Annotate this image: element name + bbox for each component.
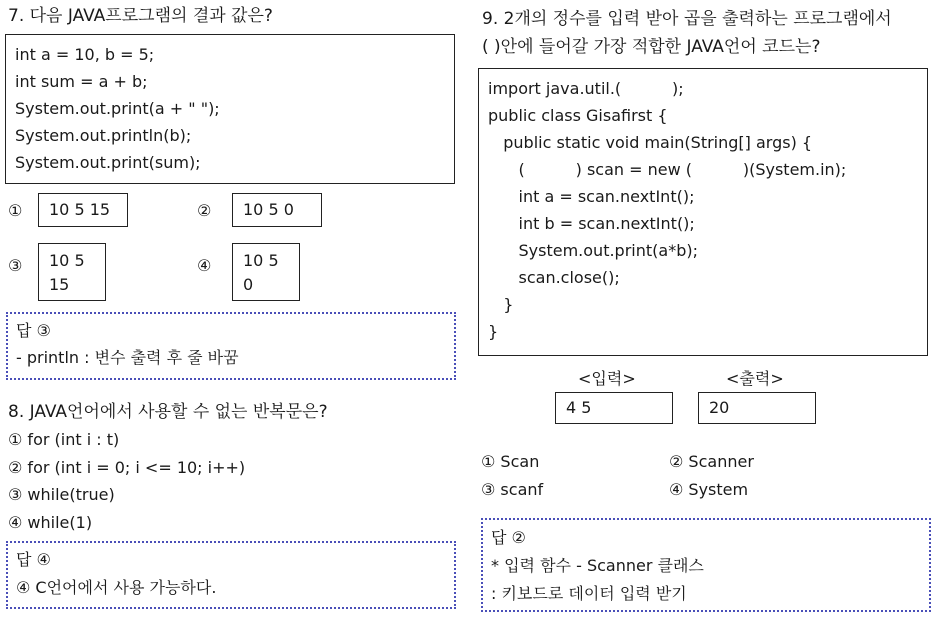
q7-code-box bbox=[5, 34, 455, 184]
q9-input-value: 4 5 bbox=[566, 398, 592, 417]
q9-option-2: ② Scanner bbox=[669, 452, 754, 471]
q9-code-line: public class Gisafirst { bbox=[488, 106, 668, 125]
q7-code-line: System.out.println(b); bbox=[15, 126, 192, 145]
q9-code-line: System.out.print(a*b); bbox=[488, 241, 698, 260]
q8-answer-box bbox=[6, 541, 456, 609]
q7-title: 7. 다음 JAVA프로그램의 결과 값은? bbox=[8, 6, 273, 26]
q9-code-line: int b = scan.nextInt(); bbox=[488, 214, 695, 233]
q8-title: 8. JAVA언어에서 사용할 수 없는 반복문은? bbox=[8, 402, 328, 422]
q9-output-box bbox=[698, 392, 816, 424]
q9-output-label: <출력> bbox=[726, 369, 784, 388]
q7-code-line: int sum = a + b; bbox=[15, 72, 148, 91]
q9-answer-explanation-1: * 입력 함수 - Scanner 클래스 bbox=[491, 556, 704, 575]
q7-option-3-line1: 10 5 bbox=[49, 251, 85, 270]
q7-option-2-marker: ② bbox=[197, 201, 212, 220]
q9-title-line2: ( )안에 들어갈 가장 적합한 JAVA언어 코드는? bbox=[482, 37, 821, 57]
q9-option-4: ④ System bbox=[669, 480, 749, 499]
q8-option-4: ④ while(1) bbox=[8, 513, 93, 532]
q9-output-value: 20 bbox=[709, 398, 730, 417]
q7-answer-label: 답 ③ bbox=[16, 321, 51, 340]
q9-code-line: scan.close(); bbox=[488, 268, 620, 287]
q9-option-3: ③ scanf bbox=[481, 480, 544, 499]
q9-input-box bbox=[555, 392, 673, 424]
q9-code-line: } bbox=[488, 322, 499, 341]
q7-option-2 bbox=[232, 193, 322, 227]
q7-option-4-marker: ④ bbox=[197, 256, 212, 275]
q7-answer-explanation: - println : 변수 출력 후 줄 바꿈 bbox=[16, 348, 239, 367]
q7-option-2-text: 10 5 0 bbox=[243, 200, 294, 219]
q7-option-1-marker: ① bbox=[8, 201, 23, 220]
q7-code-line: int a = 10, b = 5; bbox=[15, 45, 155, 64]
q7-option-4-line2: 0 bbox=[243, 275, 254, 294]
q7-option-3-line2: 15 bbox=[49, 275, 70, 294]
q9-input-label: <입력> bbox=[578, 369, 636, 388]
q7-option-4 bbox=[232, 243, 300, 301]
q7-answer-box bbox=[6, 312, 456, 380]
q7-code-line: System.out.print(a + " "); bbox=[15, 99, 220, 118]
q7-option-1-text: 10 5 15 bbox=[49, 200, 111, 219]
q9-code-box bbox=[478, 68, 928, 356]
q7-option-4-line1: 10 5 bbox=[243, 251, 279, 270]
q7-code-line: System.out.print(sum); bbox=[15, 153, 201, 172]
q8-option-3: ③ while(true) bbox=[8, 485, 115, 504]
q9-option-1: ① Scan bbox=[481, 452, 540, 471]
q8-option-1: ① for (int i : t) bbox=[8, 430, 120, 449]
q9-code-line: ( ) scan = new ( )(System.in); bbox=[488, 160, 847, 179]
q9-code-line: public static void main(String[] args) { bbox=[488, 133, 813, 152]
q9-answer-box bbox=[481, 518, 931, 612]
q9-title-line1: 9. 2개의 정수를 입력 받아 곱을 출력하는 프로그램에서 bbox=[482, 9, 892, 29]
q9-code-line: } bbox=[488, 295, 514, 314]
q8-option-2: ② for (int i = 0; i <= 10; i++) bbox=[8, 458, 246, 477]
q7-option-1 bbox=[38, 193, 128, 227]
q8-answer-explanation: ④ C언어에서 사용 가능하다. bbox=[16, 578, 217, 597]
q9-answer-explanation-2: : 키보드로 데이터 입력 받기 bbox=[491, 584, 687, 603]
q7-option-3-marker: ③ bbox=[8, 256, 23, 275]
q9-code-line: import java.util.( ); bbox=[488, 79, 684, 98]
q9-answer-label: 답 ② bbox=[491, 528, 526, 547]
q8-answer-label: 답 ④ bbox=[16, 550, 51, 569]
q9-code-line: int a = scan.nextInt(); bbox=[488, 187, 695, 206]
q7-option-3 bbox=[38, 243, 106, 301]
